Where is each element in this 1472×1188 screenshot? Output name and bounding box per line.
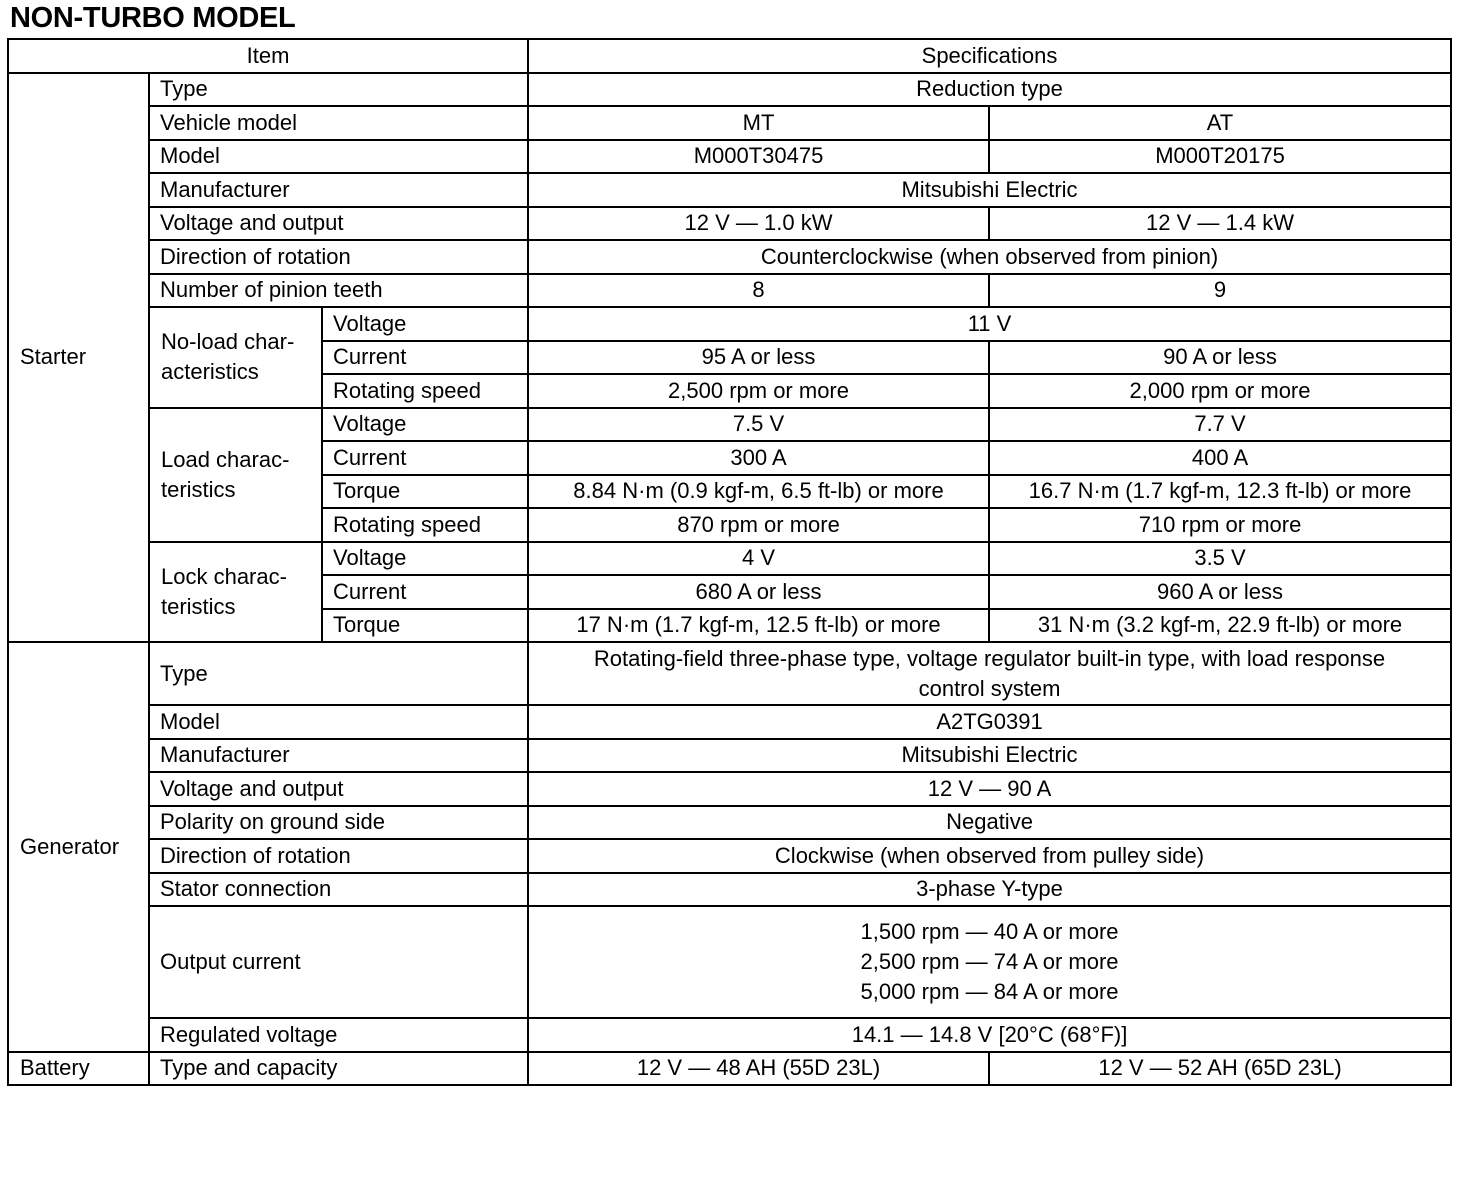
row-value-mt: 17 N·m (1.7 kgf-m, 12.5 ft-lb) or more bbox=[528, 609, 989, 643]
row-value-at: 31 N·m (3.2 kgf-m, 22.9 ft-lb) or more bbox=[989, 609, 1451, 643]
row-label: Output current bbox=[149, 906, 528, 1018]
row-value-at: 710 rpm or more bbox=[989, 508, 1451, 542]
row-label: Torque bbox=[322, 609, 528, 643]
table-row bbox=[8, 207, 1451, 241]
table-row bbox=[8, 772, 1451, 806]
row-value: A2TG0391 bbox=[528, 705, 1451, 739]
row-label: Polarity on ground side bbox=[149, 806, 528, 840]
row-value: 11 V bbox=[528, 307, 1451, 341]
table-row bbox=[8, 73, 1451, 107]
row-value-mt: 12 V — 1.0 kW bbox=[528, 207, 989, 241]
row-value: Mitsubishi Electric bbox=[528, 173, 1451, 207]
row-value-at: 400 A bbox=[989, 441, 1451, 475]
row-label: Current bbox=[322, 575, 528, 609]
row-value-at: 3.5 V bbox=[989, 542, 1451, 576]
row-value-mt: MT bbox=[528, 106, 989, 140]
row-value bbox=[528, 642, 1451, 705]
row-value-mt: 7.5 V bbox=[528, 408, 989, 442]
row-label: Rotating speed bbox=[322, 374, 528, 408]
row-value-mt: 8.84 N·m (0.9 kgf-m, 6.5 ft-lb) or more bbox=[528, 475, 989, 509]
row-label: Direction of rotation bbox=[149, 240, 528, 274]
row-value-mt: 870 rpm or more bbox=[528, 508, 989, 542]
row-value: Mitsubishi Electric bbox=[528, 739, 1451, 773]
row-value-mt: 12 V — 48 AH (55D 23L) bbox=[528, 1052, 989, 1086]
row-label: Voltage bbox=[322, 542, 528, 576]
specifications-table bbox=[7, 38, 1452, 1086]
row-value-mt: M000T30475 bbox=[528, 140, 989, 174]
row-label: Type and capacity bbox=[149, 1052, 528, 1086]
row-value: 12 V — 90 A bbox=[528, 772, 1451, 806]
group-label-line: acteristics bbox=[161, 359, 259, 385]
table-row bbox=[8, 106, 1451, 140]
row-label: Current bbox=[322, 341, 528, 375]
row-label: Torque bbox=[322, 475, 528, 509]
group-label-line: Load charac- bbox=[161, 446, 290, 472]
row-label: Voltage and output bbox=[149, 207, 528, 241]
row-value-at: 12 V — 1.4 kW bbox=[989, 207, 1451, 241]
row-label: Model bbox=[149, 705, 528, 739]
category-generator: Generator bbox=[8, 642, 149, 1052]
row-label: Manufacturer bbox=[149, 739, 528, 773]
table-row bbox=[8, 542, 1451, 576]
row-value-at: 9 bbox=[989, 274, 1451, 308]
table-row bbox=[8, 307, 1451, 341]
row-value-mt: 8 bbox=[528, 274, 989, 308]
header-specifications: Specifications bbox=[528, 39, 1451, 73]
table-row bbox=[8, 240, 1451, 274]
row-value: Clockwise (when observed from pulley side) bbox=[528, 839, 1451, 873]
table-header-row bbox=[8, 39, 1451, 73]
row-label: Rotating speed bbox=[322, 508, 528, 542]
row-value-mt: 2,500 rpm or more bbox=[528, 374, 989, 408]
row-value-at: 90 A or less bbox=[989, 341, 1451, 375]
row-label: Manufacturer bbox=[149, 173, 528, 207]
group-label-line: Lock charac- bbox=[161, 563, 287, 589]
group-noload-label bbox=[149, 307, 322, 408]
row-value-line: 2,500 rpm — 74 A or more bbox=[860, 949, 1119, 974]
row-label: Type bbox=[149, 642, 528, 705]
row-value-at: 2,000 rpm or more bbox=[989, 374, 1451, 408]
row-value-mt: 4 V bbox=[528, 542, 989, 576]
row-value: Negative bbox=[528, 806, 1451, 840]
table-row bbox=[8, 705, 1451, 739]
row-label: Type bbox=[149, 73, 528, 107]
group-lock-label bbox=[149, 542, 322, 643]
group-load-label bbox=[149, 408, 322, 542]
row-label: Stator connection bbox=[149, 873, 528, 907]
row-label: Direction of rotation bbox=[149, 839, 528, 873]
table-row bbox=[8, 873, 1451, 907]
header-item: Item bbox=[8, 39, 528, 73]
row-value-mt: 300 A bbox=[528, 441, 989, 475]
table-row bbox=[8, 906, 1451, 1018]
table-row bbox=[8, 140, 1451, 174]
table-row bbox=[8, 839, 1451, 873]
row-label: Regulated voltage bbox=[149, 1018, 528, 1052]
row-value-mt: 680 A or less bbox=[528, 575, 989, 609]
row-label: Vehicle model bbox=[149, 106, 528, 140]
row-value: 3-phase Y-type bbox=[528, 873, 1451, 907]
row-label: Current bbox=[322, 441, 528, 475]
table-row bbox=[8, 1052, 1451, 1086]
row-value: Reduction type bbox=[528, 73, 1451, 107]
table-row bbox=[8, 642, 1451, 705]
table-row bbox=[8, 806, 1451, 840]
table-row bbox=[8, 408, 1451, 442]
category-starter: Starter bbox=[8, 73, 149, 643]
row-value-at: AT bbox=[989, 106, 1451, 140]
row-value-at: 16.7 N·m (1.7 kgf-m, 12.3 ft-lb) or more bbox=[989, 475, 1451, 509]
row-value-at: 7.7 V bbox=[989, 408, 1451, 442]
row-value: 14.1 — 14.8 V [20°C (68°F)] bbox=[528, 1018, 1451, 1052]
row-label: Voltage bbox=[322, 408, 528, 442]
row-label: Voltage bbox=[322, 307, 528, 341]
row-value-at: 12 V — 52 AH (65D 23L) bbox=[989, 1052, 1451, 1086]
row-label: Voltage and output bbox=[149, 772, 528, 806]
row-label: Model bbox=[149, 140, 528, 174]
table-row bbox=[8, 274, 1451, 308]
row-value-mt: 95 A or less bbox=[528, 341, 989, 375]
category-battery: Battery bbox=[8, 1052, 149, 1086]
row-value-line: 1,500 rpm — 40 A or more bbox=[860, 919, 1119, 944]
table-row bbox=[8, 739, 1451, 773]
row-value: Counterclockwise (when observed from pinion) bbox=[528, 240, 1451, 274]
group-label-line: No-load char- bbox=[161, 329, 295, 355]
row-value-line: Rotating-field three-phase type, voltage regulator built-in type, with load response bbox=[593, 645, 1386, 671]
table-row bbox=[8, 173, 1451, 207]
row-value-at: 960 A or less bbox=[989, 575, 1451, 609]
table-row bbox=[8, 1018, 1451, 1052]
row-value bbox=[528, 906, 1451, 1018]
row-value-line: control system bbox=[918, 675, 1061, 701]
group-label-line: teristics bbox=[161, 593, 236, 619]
row-label: Number of pinion teeth bbox=[149, 274, 528, 308]
row-value-at: M000T20175 bbox=[989, 140, 1451, 174]
row-value-line: 5,000 rpm — 84 A or more bbox=[860, 979, 1119, 1004]
page-title: NON-TURBO MODEL bbox=[10, 2, 296, 34]
group-label-line: teristics bbox=[161, 476, 236, 502]
